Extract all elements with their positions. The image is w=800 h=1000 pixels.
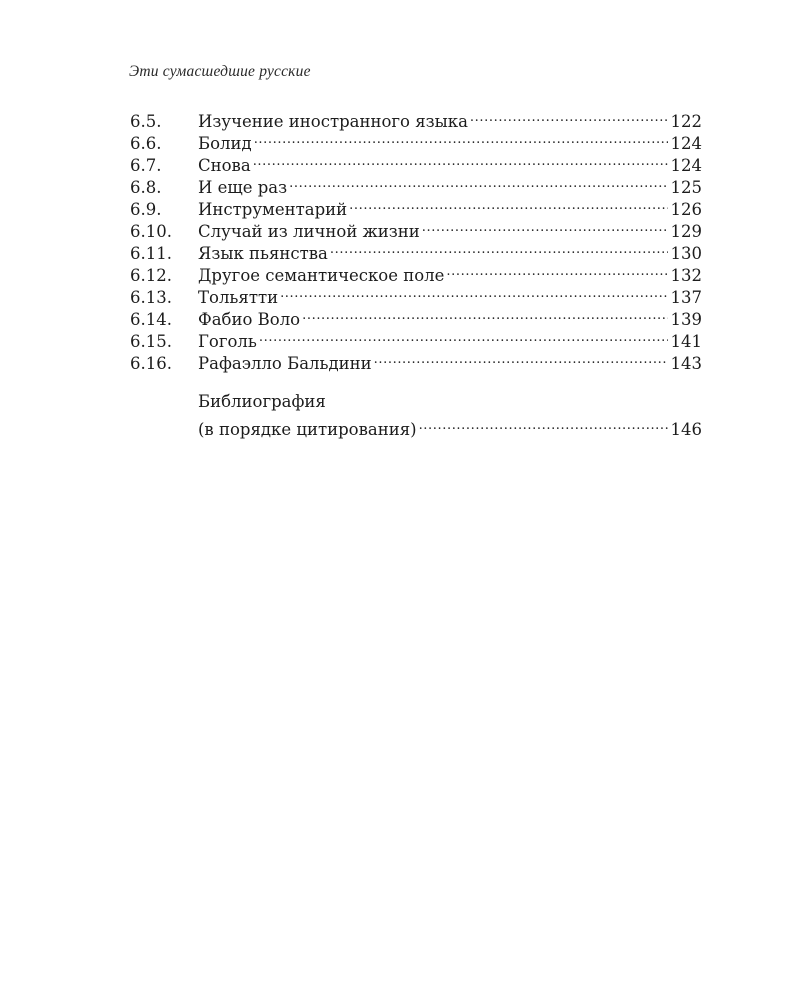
toc-entry-page: 139 bbox=[670, 310, 702, 329]
toc-entry-page: 143 bbox=[670, 354, 702, 373]
toc-dot-leader bbox=[330, 237, 668, 259]
toc-entry-number: 6.15. bbox=[130, 332, 172, 351]
toc-entry-page: 137 bbox=[670, 288, 702, 307]
toc-entry-number: 6.13. bbox=[130, 288, 172, 307]
toc-entry-page: 141 bbox=[670, 332, 702, 351]
toc-entry-page: 122 bbox=[670, 112, 702, 131]
toc-entry-number: 6.7. bbox=[130, 156, 162, 175]
toc-dot-leader bbox=[374, 347, 668, 369]
bibliography-subtitle-row bbox=[130, 413, 702, 439]
toc-dot-leader bbox=[254, 127, 668, 149]
running-header: Эти сумасшедшие русские bbox=[129, 63, 311, 80]
toc-entry-title: Фабио Воло bbox=[198, 310, 301, 329]
toc-entry-page: 124 bbox=[670, 134, 702, 153]
bibliography-title: Библиография bbox=[198, 392, 326, 411]
toc-entry-number: 6.14. bbox=[130, 310, 172, 329]
toc-entry-number: 6.6. bbox=[130, 134, 162, 153]
toc-dot-leader bbox=[470, 105, 668, 127]
table-of-contents bbox=[130, 105, 702, 439]
toc-entry-number: 6.5. bbox=[130, 112, 162, 131]
bibliography-subtitle: (в порядке цитирования) bbox=[198, 420, 417, 439]
toc-entry-number: 6.16. bbox=[130, 354, 172, 373]
toc-entry-page: 126 bbox=[670, 200, 702, 219]
toc-entry-title: Изучение иностранного языка bbox=[198, 112, 468, 131]
toc-entry-page: 124 bbox=[670, 156, 702, 175]
toc-dot-leader bbox=[253, 149, 668, 171]
toc-entry-page: 125 bbox=[670, 178, 702, 197]
toc-dot-leader bbox=[259, 325, 668, 347]
toc-entry bbox=[130, 105, 702, 131]
toc-dot-leader bbox=[289, 171, 667, 193]
bibliography-page: 146 bbox=[670, 420, 702, 439]
toc-entry-title: Другое семантическое поле bbox=[198, 266, 445, 285]
toc-entry-title: Гоголь bbox=[198, 332, 257, 351]
toc-dot-leader bbox=[280, 281, 667, 303]
toc-entry-page: 129 bbox=[670, 222, 702, 241]
toc-entry-title: И еще раз bbox=[198, 178, 288, 197]
toc-entry-title: Снова bbox=[198, 156, 251, 175]
toc-entry-number: 6.8. bbox=[130, 178, 162, 197]
toc-entry-title: Тольятти bbox=[198, 288, 279, 307]
toc-entry-title: Болид bbox=[198, 134, 252, 153]
toc-entry-number: 6.12. bbox=[130, 266, 172, 285]
toc-entry-number: 6.9. bbox=[130, 200, 162, 219]
toc-bibliography-entry bbox=[130, 391, 702, 439]
toc-entry-number: 6.11. bbox=[130, 244, 172, 263]
toc-entry-title: Рафаэлло Бальдини bbox=[198, 354, 372, 373]
toc-entry-number: 6.10. bbox=[130, 222, 172, 241]
toc-entry-page: 132 bbox=[670, 266, 702, 285]
toc-dot-leader bbox=[422, 215, 668, 237]
toc-dot-leader bbox=[419, 413, 668, 435]
toc-entry-page: 130 bbox=[670, 244, 702, 263]
toc-entry-title: Инструментарий bbox=[198, 200, 348, 219]
toc-dot-leader bbox=[349, 193, 667, 215]
toc-dot-leader bbox=[302, 303, 667, 325]
toc-dot-leader bbox=[446, 259, 667, 281]
toc-entry-title: Случай из личной жизни bbox=[198, 222, 420, 241]
toc-entry-title: Язык пьянства bbox=[198, 244, 328, 263]
